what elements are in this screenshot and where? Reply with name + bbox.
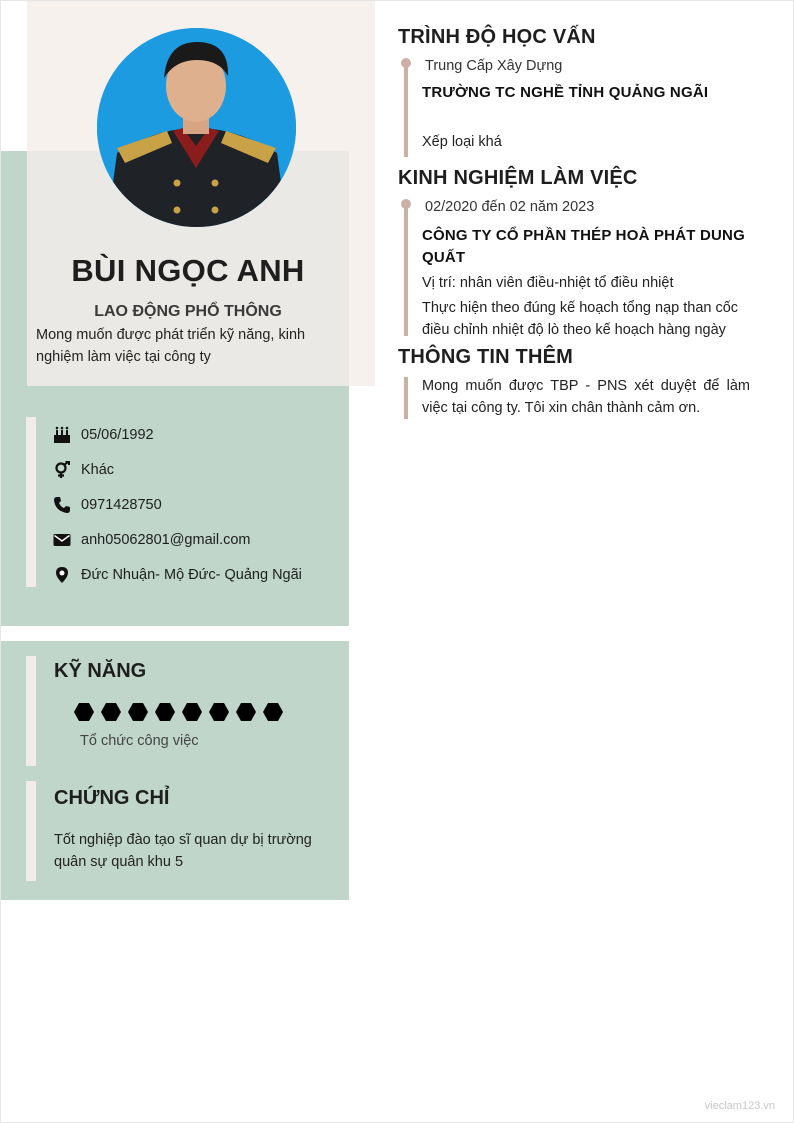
rating-dot	[128, 703, 148, 721]
contact-phone	[53, 494, 162, 516]
education-timeline-line	[404, 61, 408, 157]
contact-birthday	[53, 424, 154, 446]
rating-dot	[236, 703, 256, 721]
rating-dot	[155, 703, 175, 721]
rating-dot	[182, 703, 202, 721]
experience-company: CÔNG TY CỔ PHẦN THÉP HOÀ PHÁT DUNG QUẤT	[422, 227, 745, 266]
additional-info-line	[404, 377, 408, 419]
experience-duty: Thực hiện theo đúng kế hoạch tổng nạp than cốc điều chỉnh nhiệt độ lò theo kế hoạch hàng ngày	[422, 300, 739, 338]
contact-gender	[53, 459, 114, 481]
candidate-name: BÙI NGỌC ANH	[71, 253, 305, 288]
education-major: Trung Cấp Xây Dựng	[425, 58, 563, 74]
rating-dot	[209, 703, 229, 721]
career-objective: Mong muốn được phát triển kỹ năng, kinh nghiệm làm việc tại công ty	[36, 327, 306, 365]
experience-heading: KINH NGHIỆM LÀM VIỆC	[398, 167, 638, 189]
experience-timeline-line	[404, 202, 408, 336]
additional-info-text: Mong muốn được TBP - PNS xét duyệt để làm việc tại công ty. Tôi xin chân thành cảm ơn.	[422, 378, 750, 416]
address-text: Đức Nhuận- Mộ Đức- Quảng Ngãi	[81, 567, 302, 583]
education-grade: Xếp loại khá	[422, 134, 502, 150]
rating-dot	[74, 703, 94, 721]
certificate-text: Tốt nghiệp đào tạo sĩ quan dự bị trường quân sự quân khu 5	[54, 832, 312, 870]
skills-heading: KỸ NĂNG	[54, 660, 147, 682]
certificates-accent-bar	[26, 781, 36, 881]
rating-dot	[101, 703, 121, 721]
experience-timeline-dot	[401, 199, 411, 209]
additional-info-heading: THÔNG TIN THÊM	[398, 346, 574, 368]
experience-position: Vị trí: nhân viên điều-nhiệt tổ điều nhiệt	[422, 275, 674, 291]
gender-icon	[53, 461, 71, 479]
education-heading: TRÌNH ĐỘ HỌC VẤN	[398, 26, 596, 48]
contact-email	[53, 529, 251, 551]
phone-icon	[53, 496, 71, 514]
profile-photo	[97, 28, 296, 227]
birthday-cake-icon	[53, 426, 71, 444]
birthday-text: 05/06/1992	[81, 427, 154, 443]
avatar	[97, 28, 296, 227]
email-text: anh05062801@gmail.com	[81, 532, 251, 548]
email-icon	[53, 531, 71, 549]
skills-accent-bar	[26, 656, 36, 766]
rating-dot	[263, 703, 283, 721]
education-school: TRƯỜNG TC NGHỀ TỈNH QUẢNG NGÃI	[422, 84, 709, 101]
contact-accent-bar	[26, 417, 36, 587]
experience-period: 02/2020 đến 02 năm 2023	[425, 199, 595, 215]
skill-name: Tổ chức công việc	[80, 733, 199, 749]
education-timeline-dot	[401, 58, 411, 68]
gender-text: Khác	[81, 462, 115, 478]
phone-text: 0971428750	[81, 497, 162, 513]
certificates-heading: CHỨNG CHỈ	[54, 787, 170, 809]
skill-rating	[74, 703, 283, 721]
contact-address	[53, 564, 302, 586]
job-title: LAO ĐỘNG PHỔ THÔNG	[94, 303, 282, 320]
watermark: vieclam123.vn	[704, 1100, 775, 1112]
location-pin-icon	[53, 566, 71, 584]
